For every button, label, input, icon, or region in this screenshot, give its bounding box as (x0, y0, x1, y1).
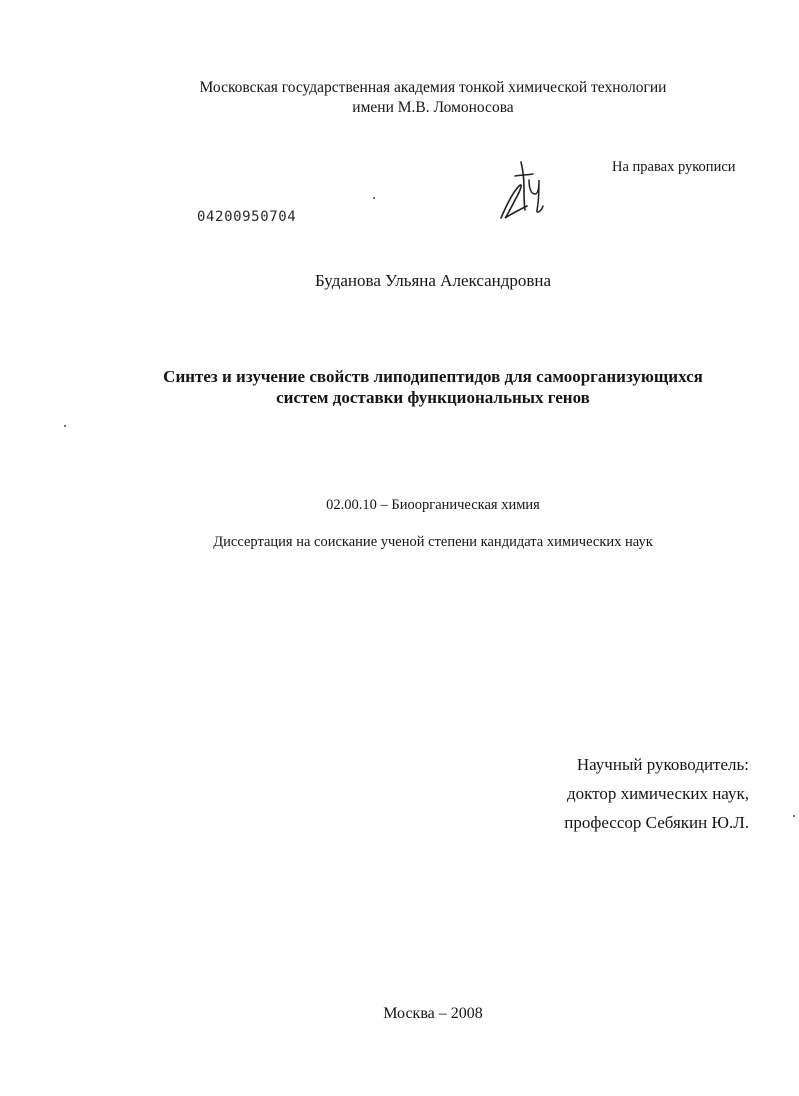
signature-mark (497, 160, 549, 222)
scan-speck (373, 197, 375, 199)
specialty-code: 02.00.10 – Биоорганическая химия (326, 497, 540, 513)
scan-speck (793, 815, 795, 817)
city-year: Москва – 2008 (383, 1005, 483, 1022)
institution-line-2: имени М.В. Ломоносова (352, 99, 514, 116)
dissertation-title (0, 366, 799, 408)
institution-line-1: Московская государственная академия тонкой химической технологии (199, 79, 667, 96)
scan-speck (64, 425, 66, 427)
supervisor-degree: доктор химических наук, (566, 784, 749, 803)
dissertation-note: Диссертация на соискание ученой степени кандидата химических наук (213, 534, 653, 550)
catalog-code: 04200950704 (197, 209, 297, 225)
rights-notice: На правах рукописи (612, 159, 736, 175)
title-line-2: систем доставки функциональных генов (276, 388, 590, 407)
author-name: Буданова Ульяна Александровна (314, 271, 552, 290)
institution-header (0, 78, 799, 118)
title-line-1: Синтез и изучение свойств липодипептидов для самоорганизующихся (163, 367, 703, 386)
supervisor-role: Научный руководитель: (576, 755, 749, 774)
supervisor-name: профессор Себякин Ю.Л. (564, 813, 749, 832)
supervisor-block (564, 750, 749, 837)
